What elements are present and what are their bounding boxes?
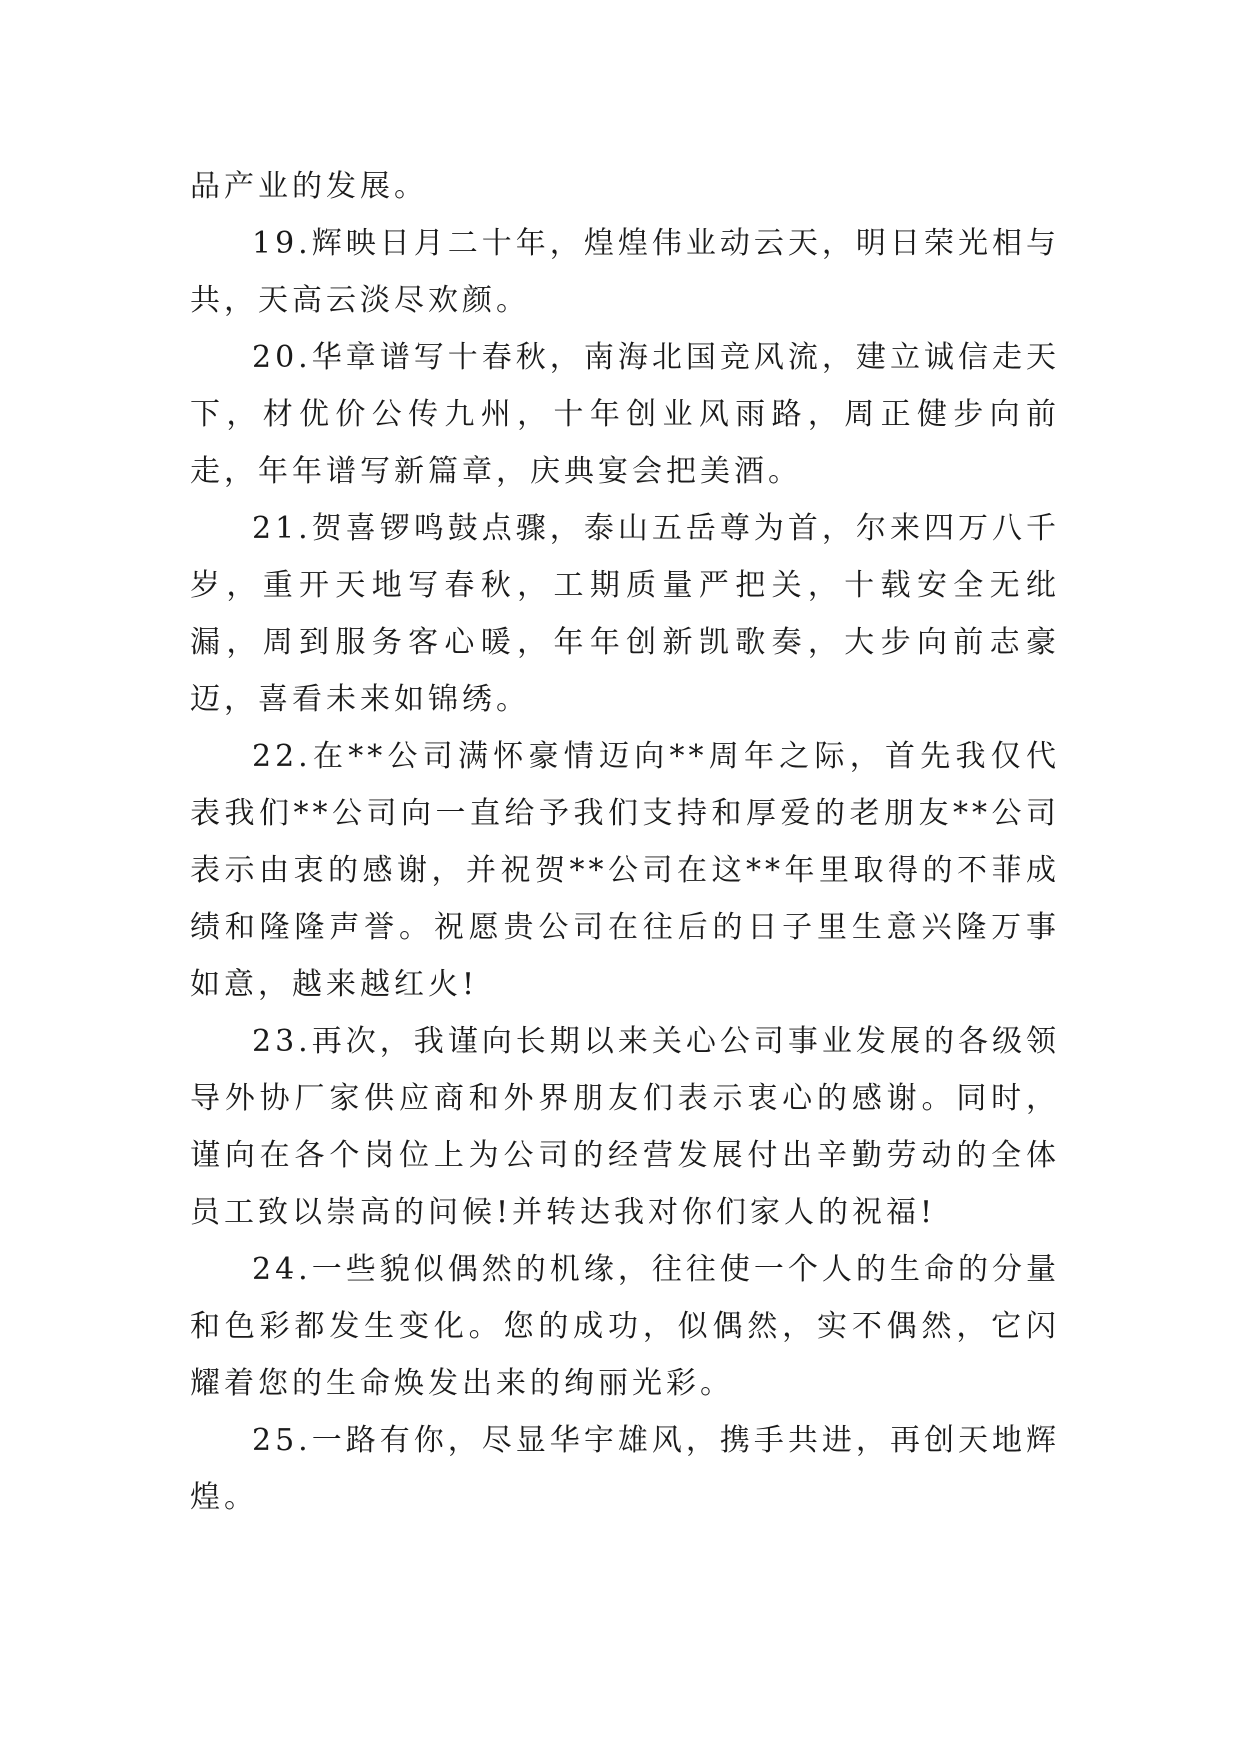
paragraph-item-20: 20.华章谱写十春秋，南海北国竞风流，建立诚信走天下，材优价公传九州，十年创业风雨路，周正健步向前走，年年谱写新篇章，庆典宴会把美酒。 [190,340,1060,489]
paragraph-item-22: 22.在**公司满怀豪情迈向**周年之际，首先我仅代表我们**公司向一直给予我们支持和厚爱的老朋友**公司表示由衷的感谢，并祝贺**公司在这**年里取得的不菲成绩和隆隆声誉。祝愿贵公司在往后的日子里生意兴隆万事如意，越来越红火! [190,739,1060,1002]
document-body [190,158,1060,1526]
paragraph-item-21: 21.贺喜锣鸣鼓点骤，泰山五岳尊为首，尔来四万八千岁，重开天地写春秋，工期质量严把关，十载安全无纰漏，周到服务客心暖，年年创新凯歌奏，大步向前志豪迈，喜看未来如锦绣。 [190,511,1060,717]
paragraph-item-25: 25.一路有你，尽显华宇雄风，携手共进，再创天地辉煌。 [190,1423,1060,1515]
paragraph-continuation: 品产业的发展。 [190,169,428,204]
paragraph-item-23: 23.再次，我谨向长期以来关心公司事业发展的各级领导外协厂家供应商和外界朋友们表示衷心的感谢。同时，谨向在各个岗位上为公司的经营发展付出辛勤劳动的全体员工致以崇高的问候!并转达我对你们家人的祝福! [190,1024,1060,1230]
paragraph-item-19: 19.辉映日月二十年，煌煌伟业动云天，明日荣光相与共，天高云淡尽欢颜。 [190,226,1060,318]
paragraph-item-24: 24.一些貌似偶然的机缘，往往使一个人的生命的分量和色彩都发生变化。您的成功，似偶然，实不偶然，它闪耀着您的生命焕发出来的绚丽光彩。 [190,1252,1060,1401]
